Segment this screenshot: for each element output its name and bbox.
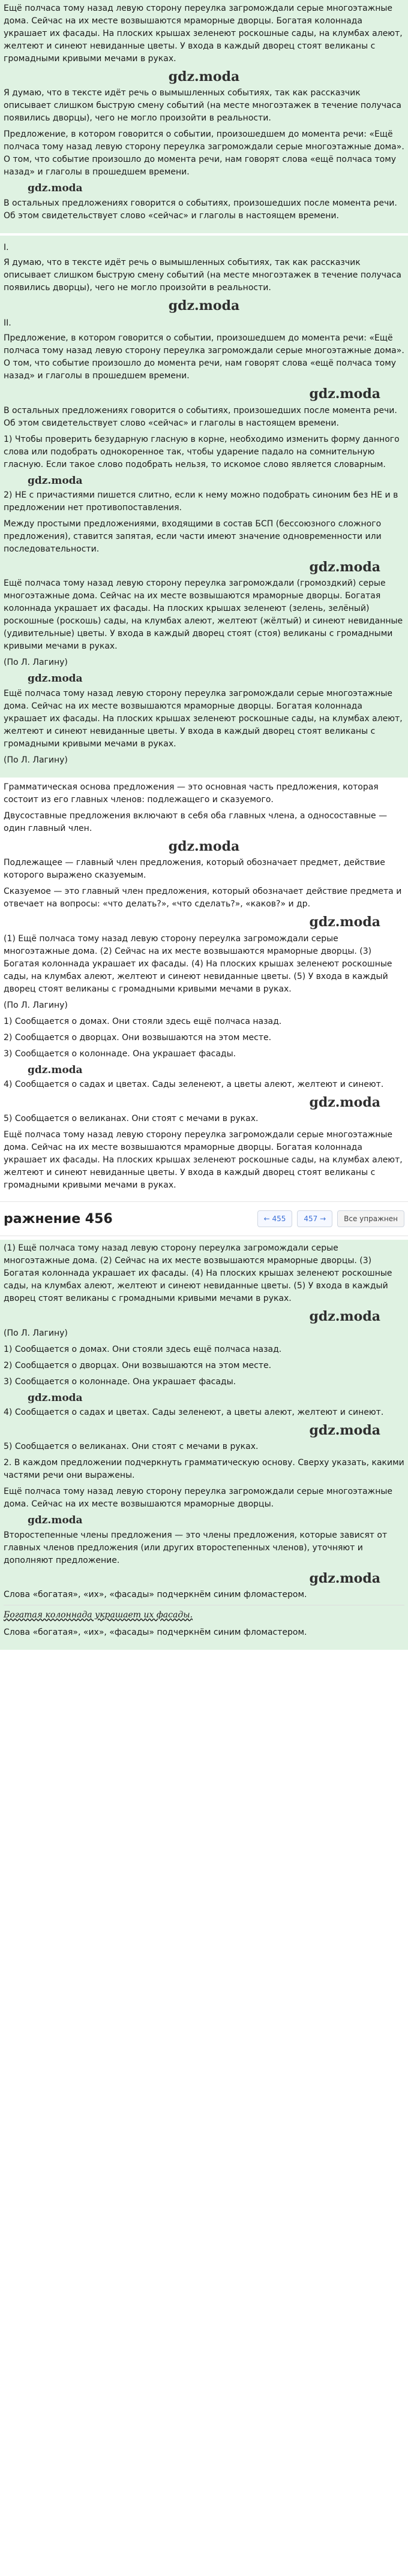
- answer-text: Слова «богатая», «их», «фасады» подчеркнём синим фломастером.: [4, 1590, 307, 1600]
- answer-text: Двусоставные предложения включают в себя оба главных члена, а односоставные — один главный член.: [4, 811, 388, 833]
- section-number: I.: [4, 242, 9, 252]
- answer-text: (1) Ещё полчаса тому назад левую сторону переулка загромождали серые многоэтажные дома. (2) Сейчас на их месте возвышаются мраморные дворцы. (3) Богатая колоннада украшает их фасады. (4) На плоских крышах зеленеют роскошные сады, на клумбах алеют, желтеют и синеют невиданные цветы. (5) У входа в каждый дворец стоят великаны с громадными кривыми мечами в руках.: [4, 1243, 392, 1304]
- list-item: 1) Сообщается о домах. Они стояли здесь ещё полчаса назад.: [4, 1016, 282, 1026]
- answer-text: В остальных предложениях говорится о событиях, произошедших после момента речи. Об этом свидетельствует слово «сейчас» и глаголы в настоящем времени.: [4, 198, 397, 221]
- answer-text: Я думаю, что в тексте идёт речь о вымышленных событиях, так как рассказчик описывает слишком быструю смену событий (на месте многоэтажек в течение получаса появились дворцы), чего не могло произойти в реальности.: [4, 257, 401, 293]
- answer-text: Сказуемое — это главный член предложения, который обозначает действие предмета и отвечает на вопросы: «что делать?», «что сделать?», «каков?» и др.: [4, 887, 402, 909]
- answer-text: Ещё полчаса тому назад левую сторону переулка загромождали серые многоэтажные дома. Сейчас на их месте возвышаются мраморные дворцы. Богатая колоннада украшает их фасады. На плоских крышах зеленеют роскошные сады, на клумбах алеют, желтеют и синеют невиданные цветы. У входа в каждый дворец стоят великаны с громадными кривыми мечами в руках.: [4, 688, 403, 749]
- watermark: gdz.moda: [309, 1570, 380, 1586]
- theory-section: [0, 778, 408, 1202]
- bottom-answer-panel: [0, 1240, 408, 1650]
- watermark: gdz.moda: [28, 673, 83, 685]
- watermark: gdz.moda: [168, 297, 240, 314]
- list-item: 4) Сообщается о садах и цветах. Сады зеленеют, а цветы алеют, желтеют и синеют.: [4, 1079, 384, 1089]
- credit: (По Л. Лагину): [4, 755, 68, 765]
- all-exercises-button[interactable]: Все упражнен: [337, 1210, 404, 1227]
- answer-text: 2. В каждом предложении подчеркнуть грамматическую основу. Сверху указать, какими частями речи они выражены.: [4, 1458, 404, 1481]
- sentence-scheme: [4, 1609, 404, 1622]
- watermark: gdz.moda: [309, 1423, 380, 1439]
- watermark: gdz.moda: [28, 474, 83, 487]
- watermark: gdz.moda: [309, 386, 380, 402]
- answer-text: Ещё полчаса тому назад левую сторону переулка загромождали (громоздкий) серые многоэтажные дома. Сейчас на их месте возвышаются мраморные дворцы. Богатая колоннада украшает их фасады. На плоских крышах зеленеют (зелень, зелёный) роскошные (роскошь) сады, на клумбах алеют, желтеют (жёлтый) и синеют невиданные (удивительные) цветы. У входа в каждый дворец стоят (стоя) великаны с громадными кривыми мечами в руках.: [4, 579, 403, 652]
- answer-text: Слова «богатая», «их», «фасады» подчеркнём синим фломастером.: [4, 1628, 307, 1638]
- list-item: 5) Сообщается о великанах. Они стоят с мечами в руках.: [4, 1442, 259, 1452]
- watermark: gdz.moda: [28, 1063, 83, 1076]
- watermark: gdz.moda: [28, 1514, 83, 1527]
- answer-text: Предложение, в котором говорится о событии, произошедшем до момента речи: «Ещё полчаса тому назад левую сторону переулка загромождали серые многоэтажные дома». О том, что событие произошло до момента речи, нам говорят слова «ещё полчаса тому назад» и глаголы в прошедшем времени.: [4, 333, 404, 381]
- list-item: 2) Сообщается о дворцах. Они возвышаются на этом месте.: [4, 1032, 272, 1043]
- answer-text: Между простыми предложениями, входящими в состав БСП (бессоюзного сложного предложения), ставится запятая, если части имеют значение одновременности или последовательности.: [4, 519, 382, 554]
- answer-text: 1) Чтобы проверить безударную гласную в корне, необходимо изменить форму данного слова или подобрать однокоренное так, чтобы ударение падало на сомнительную гласную. Если такое слово подобрать нельзя, то искомое слово является словарным.: [4, 434, 400, 469]
- answer-text: Я думаю, что в тексте идёт речь о вымышленных событиях, так как рассказчик описывает слишком быструю смену событий (на месте многоэтажек в течение получаса появились дворцы), чего не могло произойти в реальности.: [4, 88, 401, 123]
- answer-text: Ещё полчаса тому назад левую сторону переулка загромождали серые многоэтажные дома. Сейчас на их месте возвышаются мраморные дворцы. Богатая колоннада украшает их фасады. На плоских крышах зеленеют роскошные сады, на клумбах алеют, желтеют и синеют невиданные цветы. У входа в каждый дворец стоят великаны с громадными кривыми мечами в руках.: [4, 4, 403, 64]
- exercise-nav-buttons: [257, 1210, 404, 1227]
- answer-text: Второстепенные члены предложения — это члены предложения, которые зависят от главных членов предложения (или других второстепенных членов), уточняют и дополняют предложение.: [4, 1530, 388, 1565]
- exercise-title: ражнение 456: [4, 1211, 113, 1227]
- answer-text: Предложение, в котором говорится о событии, произошедшем до момента речи: «Ещё полчаса тому назад левую сторону переулка загромождали серые многоэтажные дома». О том, что событие произошло до момента речи, нам говорят слова «ещё полчаса тому назад» и глаголы в прошедшем времени.: [4, 129, 404, 177]
- prev-exercise-button[interactable]: ← 455: [257, 1210, 293, 1227]
- answer-text: В остальных предложениях говорится о событиях, произошедших после момента речи. Об этом свидетельствует слово «сейчас» и глаголы в настоящем времени.: [4, 405, 397, 428]
- exercise-nav-bar: [0, 1201, 408, 1236]
- list-item: 4) Сообщается о садах и цветах. Сады зеленеют, а цветы алеют, желтеют и синеют.: [4, 1408, 384, 1418]
- list-item: 2) Сообщается о дворцах. Они возвышаются на этом месте.: [4, 1360, 272, 1370]
- list-item: 1) Сообщается о домах. Они стояли здесь ещё полчаса назад.: [4, 1344, 282, 1354]
- top-answer-panel: [0, 0, 408, 233]
- credit: (По Л. Лагину): [4, 1328, 68, 1338]
- list-item: 5) Сообщается о великанах. Они стоят с мечами в руках.: [4, 1114, 259, 1124]
- answer-text: (1) Ещё полчаса тому назад левую сторону переулка загромождали серые многоэтажные дома. (2) Сейчас на их месте возвышаются мраморные дворцы. (3) Богатая колоннада украшает их фасады. (4) На плоских крышах зеленеют роскошные сады, на клумбах алеют, желтеют и синеют невиданные цветы. (5) У входа в каждый дворец стоят великаны с громадными кривыми мечами в руках.: [4, 933, 392, 994]
- watermark: gdz.moda: [309, 559, 380, 575]
- watermark: gdz.moda: [168, 69, 240, 85]
- next-exercise-button[interactable]: 457 →: [297, 1210, 332, 1227]
- answer-text: Ещё полчаса тому назад левую сторону переулка загромождали серые многоэтажные дома. Сейчас на их месте возвышаются мраморные дворцы. Богатая колоннада украшает их фасады. На плоских крышах зеленеют роскошные сады, на клумбах алеют, желтеют и синеют невиданные цветы. У входа в каждый дворец стоят великаны с громадными кривыми мечами в руках.: [4, 1130, 403, 1191]
- watermark: gdz.moda: [28, 1391, 83, 1404]
- section-number: II.: [4, 318, 11, 329]
- watermark: gdz.moda: [168, 838, 240, 854]
- credit: (По Л. Лагину): [4, 658, 68, 668]
- credit: (По Л. Лагину): [4, 1000, 68, 1010]
- answer-text: Грамматическая основа предложения — это основная часть предложения, которая состоит из его главных членов: подлежащего и сказуемого.: [4, 782, 379, 805]
- scheme-sentence: Богатая колоннада украшает их фасады.: [4, 1610, 193, 1620]
- answer-text: 2) НЕ с причастиями пишется слитно, если к нему можно подобрать синоним без НЕ и в предложении нет противопоставления.: [4, 490, 398, 513]
- watermark: gdz.moda: [309, 1309, 380, 1325]
- main-answer-panel: [0, 236, 408, 778]
- answer-text: Подлежащее — главный член предложения, который обозначает предмет, действие которого выражено сказуемым.: [4, 858, 385, 881]
- watermark: gdz.moda: [28, 182, 83, 195]
- list-item: 3) Сообщается о колоннаде. Она украшает фасады.: [4, 1376, 236, 1387]
- list-item: 3) Сообщается о колоннаде. Она украшает фасады.: [4, 1049, 236, 1059]
- watermark: gdz.moda: [309, 914, 380, 930]
- watermark: gdz.moda: [309, 1094, 380, 1110]
- answer-text: Ещё полчаса тому назад левую сторону переулка загромождали серые многоэтажные дома. Сейчас на их месте возвышаются мраморные дворцы.: [4, 1487, 393, 1510]
